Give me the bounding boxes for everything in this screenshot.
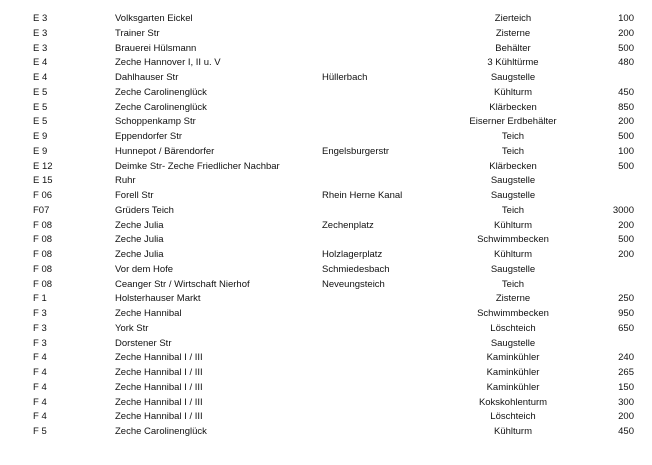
location-name-cell: Zeche Julia (115, 249, 164, 260)
street-cell: Neveungsteich (322, 278, 385, 290)
source-type-cell: Saugstelle (490, 190, 536, 201)
location-name-cell: Forell Str (115, 190, 154, 201)
source-type-cell: Saugstelle (490, 337, 536, 349)
grid-code-cell: F 5 (33, 426, 47, 437)
table-row (0, 219, 652, 234)
source-type-cell: Kühlturm (493, 426, 532, 437)
table-row (0, 160, 652, 175)
volume-cell: 200 (618, 219, 634, 231)
location-name-cell: Ruhr (115, 175, 136, 187)
grid-code-cell: E 3 (33, 27, 48, 39)
location-name-cell: Zeche Hannibal I / III (115, 367, 203, 378)
grid-code-cell: E 4 (33, 57, 48, 69)
location-name-cell: Zeche Carolinenglück (115, 101, 207, 113)
volume-cell: 950 (618, 308, 634, 319)
table-row (0, 86, 652, 101)
volume-cell: 500 (618, 160, 634, 172)
grid-code-cell: E 9 (33, 131, 48, 142)
volume-cell: 100 (618, 145, 634, 157)
source-type-cell: Saugstelle (490, 175, 536, 187)
source-type-cell: Klärbecken (489, 160, 537, 172)
volume-cell: 200 (618, 27, 634, 39)
location-name-cell: Zeche Carolinenglück (115, 86, 207, 98)
grid-code-cell: F 4 (33, 396, 47, 408)
grid-code-cell: E 15 (33, 175, 53, 187)
volume-cell: 500 (618, 42, 634, 54)
volume-cell: 450 (618, 426, 634, 437)
table-row (0, 174, 652, 189)
location-name-cell: Dahlhauser Str (115, 72, 179, 83)
source-type-cell: Teich (501, 131, 525, 142)
location-name-cell: Zeche Hannibal I / III (115, 381, 203, 393)
volume-cell: 150 (618, 381, 634, 393)
volume-cell: 850 (618, 101, 634, 113)
location-name-cell: Zeche Hannover I, II u. V (115, 57, 221, 69)
grid-code-cell: F 08 (33, 278, 53, 290)
grid-code-cell: F 06 (33, 190, 53, 201)
location-name-cell: Zeche Hannibal I / III (115, 352, 203, 364)
street-cell: Zechenplatz (322, 219, 374, 231)
grid-code-cell: F 4 (33, 411, 47, 423)
table-row (0, 42, 652, 57)
grid-code-cell: E 5 (33, 101, 48, 113)
source-type-cell: Saugstelle (490, 263, 536, 275)
grid-code-cell: F 08 (33, 249, 53, 260)
location-name-cell: Volksgarten Eickel (115, 13, 193, 24)
table-row (0, 12, 652, 27)
grid-code-cell: F 3 (33, 337, 47, 349)
water-sources-table (0, 12, 652, 440)
source-type-cell: Schwimmbecken (477, 234, 549, 246)
table-row (0, 101, 652, 116)
street-cell: Engelsburgerstr (322, 145, 390, 157)
table-row (0, 351, 652, 366)
source-type-cell: Eiserner Erdbehälter (469, 116, 557, 128)
grid-code-cell: F 4 (33, 367, 47, 378)
table-row (0, 292, 652, 307)
volume-cell: 450 (618, 86, 634, 98)
location-name-cell: Vor dem Hofe (115, 263, 174, 275)
source-type-cell: Kaminkühler (486, 381, 540, 393)
street-cell: Hüllerbach (322, 72, 368, 83)
location-name-cell: Zeche Hannibal (115, 308, 182, 319)
location-name-cell: Dorstener Str (115, 337, 172, 349)
volume-cell: 650 (618, 322, 634, 334)
grid-code-cell: F 3 (33, 322, 47, 334)
table-row (0, 337, 652, 352)
volume-cell: 200 (618, 411, 634, 423)
grid-code-cell: F 4 (33, 381, 47, 393)
table-row (0, 366, 652, 381)
grid-code-cell: E 3 (33, 42, 48, 54)
volume-cell: 500 (618, 131, 634, 142)
location-name-cell: Trainer Str (115, 27, 160, 39)
grid-code-cell: F 1 (33, 293, 47, 305)
table-row (0, 27, 652, 42)
table-row (0, 233, 652, 248)
grid-code-cell: F 3 (33, 308, 47, 319)
table-row (0, 396, 652, 411)
source-type-cell: 3 Kühltürme (487, 57, 539, 69)
table-row (0, 130, 652, 145)
source-type-cell: Kühlturm (493, 86, 532, 98)
table-row (0, 278, 652, 293)
source-type-cell: Klärbecken (489, 101, 537, 113)
location-name-cell: Zeche Carolinenglück (115, 426, 207, 437)
volume-cell: 480 (618, 57, 634, 69)
volume-cell: 500 (618, 234, 634, 246)
table-row (0, 307, 652, 322)
table-row (0, 410, 652, 425)
grid-code-cell: E 3 (33, 13, 48, 24)
source-type-cell: Kokskohlenturm (478, 396, 548, 408)
location-name-cell: Eppendorfer Str (115, 131, 183, 142)
source-type-cell: Löschteich (490, 411, 536, 423)
location-name-cell: Zeche Julia (115, 234, 164, 246)
table-row (0, 189, 652, 204)
source-type-cell: Kaminkühler (486, 367, 540, 378)
table-row (0, 56, 652, 71)
source-type-cell: Teich (501, 145, 525, 157)
street-cell: Holzlagerplatz (322, 249, 383, 260)
location-name-cell: Hunnepot / Bärendorfer (115, 145, 215, 157)
source-type-cell: Behälter (495, 42, 531, 54)
grid-code-cell: F 08 (33, 219, 53, 231)
source-type-cell: Kaminkühler (486, 352, 540, 364)
volume-cell: 240 (618, 352, 634, 364)
source-type-cell: Kühlturm (493, 249, 532, 260)
table-row (0, 145, 652, 160)
grid-code-cell: E 5 (33, 86, 48, 98)
source-type-cell: Löschteich (490, 322, 536, 334)
volume-cell: 100 (618, 13, 634, 24)
grid-code-cell: E 5 (33, 116, 48, 128)
source-type-cell: Teich (501, 278, 525, 290)
volume-cell: 200 (618, 249, 634, 260)
table-row (0, 381, 652, 396)
location-name-cell: Ceanger Str / Wirtschaft Nierhof (115, 278, 250, 290)
source-type-cell: Zisterne (495, 293, 531, 305)
street-cell: Schmiedesbach (322, 263, 390, 275)
location-name-cell: Holsterhauser Markt (115, 293, 201, 305)
location-name-cell: Grüders Teich (115, 204, 174, 216)
table-row (0, 322, 652, 337)
location-name-cell: Deimke Str- Zeche Friedlicher Nachbar (115, 160, 280, 172)
source-type-cell: Zisterne (495, 27, 531, 39)
grid-code-cell: F 08 (33, 234, 53, 246)
location-name-cell: York Str (115, 322, 149, 334)
table-row (0, 71, 652, 86)
source-type-cell: Zierteich (494, 13, 532, 24)
grid-code-cell: E 12 (33, 160, 53, 172)
street-cell: Rhein Herne Kanal (322, 190, 403, 201)
volume-cell: 250 (618, 293, 634, 305)
location-name-cell: Zeche Julia (115, 219, 164, 231)
location-name-cell: Zeche Hannibal I / III (115, 396, 203, 408)
grid-code-cell: E 9 (33, 145, 48, 157)
location-name-cell: Brauerei Hülsmann (115, 42, 197, 54)
table-row (0, 115, 652, 130)
location-name-cell: Zeche Hannibal I / III (115, 411, 203, 423)
volume-cell: 300 (618, 396, 634, 408)
grid-code-cell: F 4 (33, 352, 47, 364)
source-type-cell: Schwimmbecken (477, 308, 549, 319)
source-type-cell: Saugstelle (490, 72, 536, 83)
grid-code-cell: E 4 (33, 72, 48, 83)
source-type-cell: Teich (501, 204, 525, 216)
table-row (0, 263, 652, 278)
grid-code-cell: F07 (33, 204, 50, 216)
table-row (0, 425, 652, 440)
table-row (0, 204, 652, 219)
location-name-cell: Schoppenkamp Str (115, 116, 196, 128)
volume-cell: 200 (618, 116, 634, 128)
table-row (0, 248, 652, 263)
source-type-cell: Kühlturm (493, 219, 532, 231)
volume-cell: 265 (618, 367, 634, 378)
volume-cell: 3000 (612, 204, 634, 216)
grid-code-cell: F 08 (33, 263, 53, 275)
